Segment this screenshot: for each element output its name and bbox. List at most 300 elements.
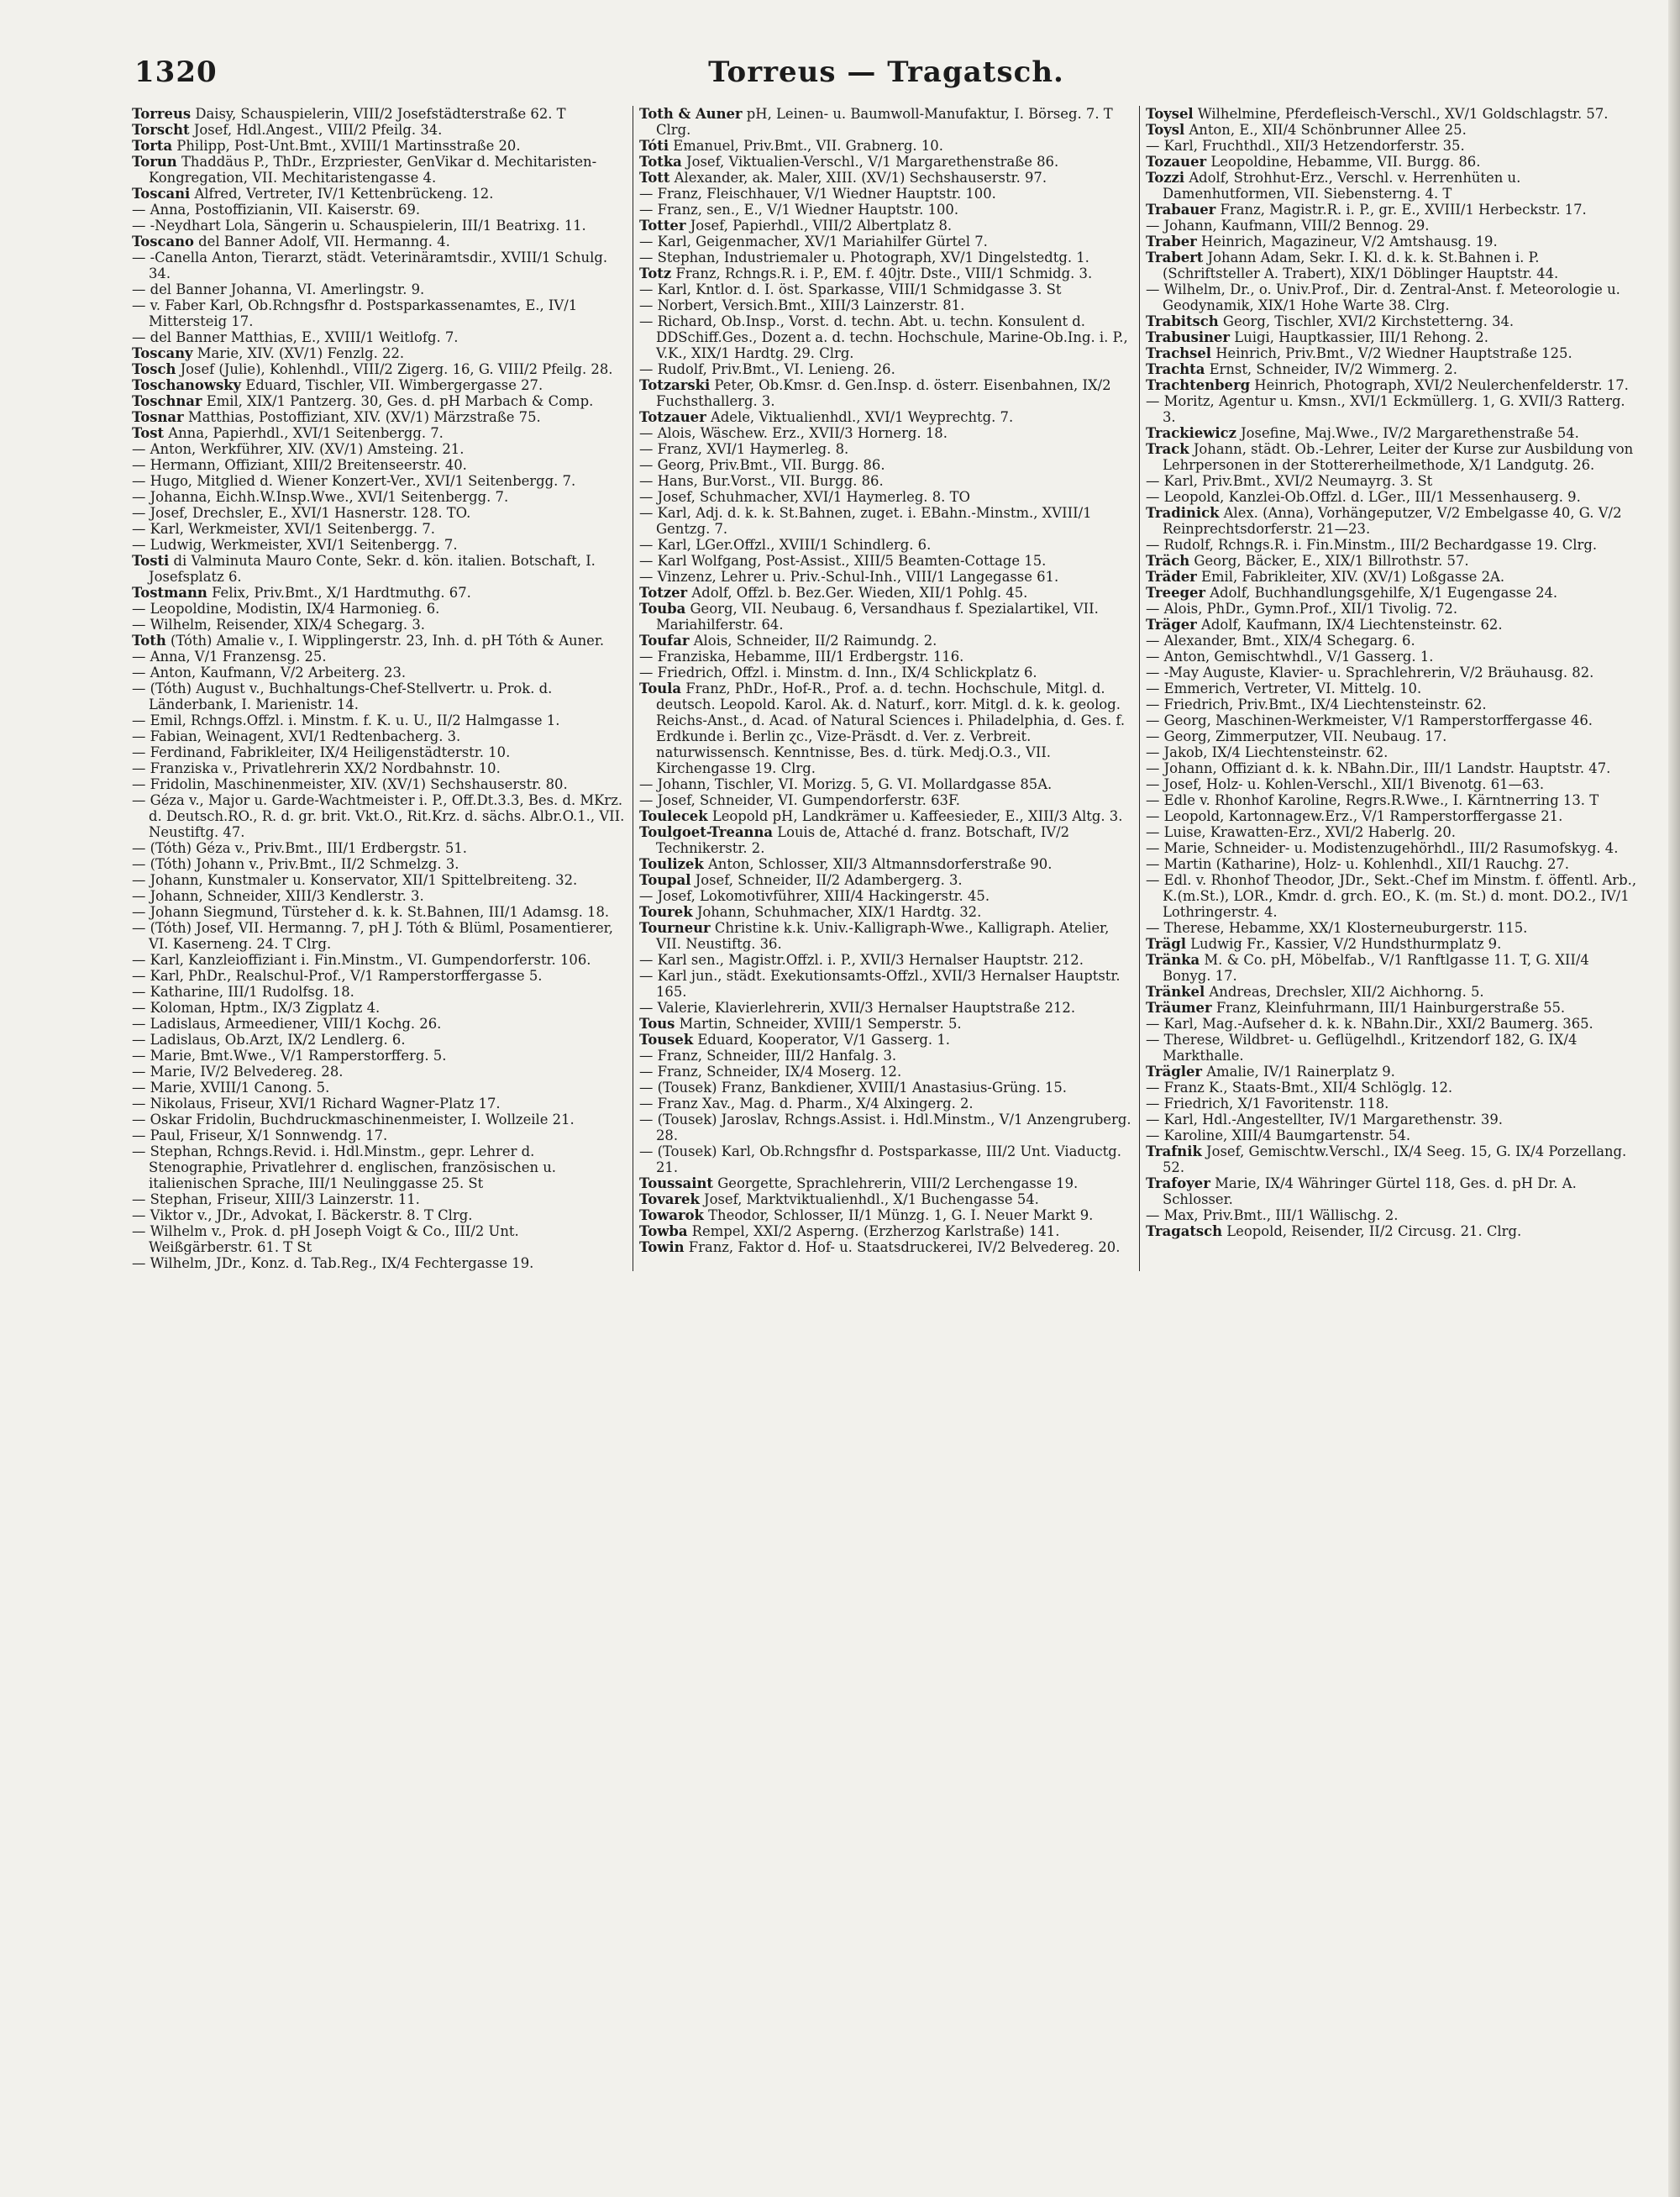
entry-detail: Anton, E., XII/4 Schönbrunner Allee 25. [1189,122,1467,138]
entry-detail: Emanuel, Priv.Bmt., VII. Grabnerg. 10. [673,138,943,154]
directory-entry [1146,1064,1640,1080]
directory-entry [639,968,1133,1000]
directory-entry [639,1143,1133,1175]
directory-entry [639,234,1133,250]
entry-surname: Trachsel [1146,345,1212,361]
entry-detail: Georg, Tischler, XVI/2 Kirchstetterng. 34. [1222,313,1515,329]
directory-entry [132,297,627,329]
directory-entry [1146,681,1640,696]
directory-entry [132,968,627,984]
directory-entry [1146,872,1640,920]
directory-entry [132,1143,627,1191]
directory-entry [1146,696,1640,712]
directory-entry [639,1000,1133,1016]
entry-detail: Anton, Schlosser, XII/3 Altmannsdorferstraße 90. [707,856,1053,872]
entry-surname: Trabauer [1146,202,1216,218]
directory-entry [1146,234,1640,250]
directory-entry [1146,281,1640,313]
directory-entry [132,441,627,457]
entry-detail: — Leopold, Kartonnagew.Erz., V/1 Ramperstorffergasse 21. [1146,808,1563,824]
entry-surname: Toschanowsky [132,377,242,393]
entry-detail: — Franziska v., Privatlehrerin XX/2 Nordbahnstr. 10. [132,760,501,776]
entry-detail: — Franz, sen., E., V/1 Wiedner Hauptstr. 100. [639,202,959,218]
entry-detail: — Marie, XVIII/1 Canong. 5. [132,1080,330,1096]
entry-detail: — Josef, Drechsler, E., XVI/1 Hasnerstr. 128. TO. [132,505,471,521]
directory-entry [132,250,627,281]
entry-detail: — Johann Siegmund, Türsteher d. k. k. St.Bahnen, III/1 Adamsg. 18. [132,904,610,920]
directory-entry [132,760,627,776]
directory-entry [132,473,627,489]
directory-entry [639,313,1133,361]
entry-surname: Tost [132,425,165,441]
entry-detail: — Edl. v. Rhonhof Theodor, JDr., Sekt.-Chef im Minstm. f. öffentl. Arb., K.(m.St.), LOR., Kmdr. d. grch. EO., K. (m. St.) d. mont. DO.2., IV/1 Lothringerstr. 4. [1146,872,1637,920]
directory-entry [639,457,1133,473]
entry-detail: Franz, Kleinfuhrmann, III/1 Hainburgerstraße 55. [1215,1000,1566,1016]
directory-entry [132,1191,627,1207]
entry-detail: — Ladislaus, Ob.Arzt, IX/2 Lendlerg. 6. [132,1032,406,1048]
entry-surname: Tousek [639,1032,694,1048]
directory-entry [639,537,1133,553]
directory-entry [132,1048,627,1064]
directory-entry [639,681,1133,776]
entry-detail: Adele, Viktualienhdl., XVI/1 Weyprechtg. 7. [710,409,1014,425]
directory-entry [1146,122,1640,138]
entry-detail: — Friedrich, X/1 Favoritenstr. 118. [1146,1096,1389,1112]
entry-detail: — Emmerich, Vertreter, VI. Mittelg. 10. [1146,681,1422,696]
entry-detail: — Karl, Adj. d. k. k. St.Bahnen, zuget. i. EBahn.-Minstm., XVIII/1 Gentzg. 7. [639,505,1092,537]
entry-detail: — Wilhelm v., Prok. d. pH Joseph Voigt & Co., III/2 Unt. Weißgärberstr. 61. T St [132,1223,519,1255]
entry-detail: — Johann, Kaufmann, VIII/2 Bennog. 29. [1146,218,1430,234]
entry-detail: — Therese, Hebamme, XX/1 Klosterneuburgerstr. 115. [1146,920,1528,936]
entry-detail: — Stephan, Friseur, XIII/3 Lainzerstr. 11. [132,1191,420,1207]
entry-detail: Leopold, Reisender, II/2 Circusg. 21. Clrg. [1226,1223,1522,1239]
directory-entry [1146,1080,1640,1096]
directory-entry [132,984,627,1000]
directory-entry [639,297,1133,313]
entry-detail: — (Tousek) Franz, Bankdiener, XVIII/1 Anastasius-Grüng. 15. [639,1080,1067,1096]
entry-surname: Totzarski [639,377,711,393]
entry-surname: Trägl [1146,936,1186,952]
entry-detail: — Hermann, Offiziant, XIII/2 Breitenseerstr. 40. [132,457,467,473]
directory-entry [639,1191,1133,1207]
directory-entry [132,1255,627,1271]
directory-entry [132,1032,627,1048]
entry-surname: Track [1146,441,1189,457]
directory-entry [132,1223,627,1255]
directory-entry [132,665,627,681]
entry-surname: Totzauer [639,409,706,425]
entry-detail: — Karl, Fruchthdl., XII/3 Hetzendorferstr. 35. [1146,138,1465,154]
directory-entry [132,329,627,345]
directory-entry [132,1016,627,1032]
entry-detail: — Viktor v., JDr., Advokat, I. Bäckerstr. 8. T Clrg. [132,1207,473,1223]
entry-detail: Johann, städt. Ob.-Lehrer, Leiter der Kurse zur Ausbildung von Lehrpersonen in der Stottererheilmethode, X/1 Landgutg. 26. [1163,441,1634,473]
directory-entry [132,377,627,393]
directory-entry [639,824,1133,856]
entry-detail: Rempel, XXI/2 Asperng. (Erzherzog Karlstraße) 141. [691,1223,1060,1239]
directory-entry [132,840,627,856]
directory-entry [132,633,627,649]
directory-entry [1146,1143,1640,1175]
entry-detail: — Norbert, Versich.Bmt., XIII/3 Lainzerstr. 81. [639,297,965,313]
entry-detail: — Marie, Bmt.Wwe., V/1 Ramperstorfferg. 5. [132,1048,447,1064]
directory-entry [1146,154,1640,170]
directory-entry [1146,984,1640,1000]
entry-surname: Trafoyer [1146,1175,1210,1191]
entry-detail: — Karl Wolfgang, Post-Assist., XIII/5 Beamten-Cottage 15. [639,553,1047,569]
entry-detail: — Karl, Werkmeister, XVI/1 Seitenbergg. 7. [132,521,435,537]
entry-detail: — (Tóth) Josef, VII. Hermanng. 7, pH J. Tóth & Blüml, Posamentierer, VI. Kaserneng. 24. T Clrg. [132,920,613,952]
directory-entry [1146,776,1640,792]
directory-entry [1146,473,1640,489]
entry-detail: — Franz Xav., Mag. d. Pharm., X/4 Alxingerg. 2. [639,1096,974,1112]
directory-entry [132,1000,627,1016]
entry-detail: Heinrich, Magazineur, V/2 Amtshausg. 19. [1201,234,1498,250]
entry-surname: Toysl [1146,122,1185,138]
directory-entry [132,202,627,218]
entry-detail: Franz, Faktor d. Hof- u. Staatsdruckerei, IV/2 Belvedereg. 20. [688,1239,1121,1255]
entry-surname: Toufar [639,633,690,649]
entry-detail: — Georg, Zimmerputzer, VII. Neubaug. 17. [1146,728,1447,744]
entry-detail: — Johann, Kunstmaler u. Konservator, XII/1 Spittelbreiteng. 32. [132,872,578,888]
entry-detail: Georgette, Sprachlehrerin, VIII/2 Lerchengasse 19. [717,1175,1079,1191]
directory-entry [132,1112,627,1127]
directory-entry [132,425,627,441]
entry-detail: — Marie, IV/2 Belvedereg. 28. [132,1064,344,1080]
entry-detail: Emil, XIX/1 Pantzerg. 30, Ges. d. pH Marbach & Comp. [206,393,594,409]
entry-detail: — Hugo, Mitglied d. Wiener Konzert-Ver., XVI/1 Seitenbergg. 7. [132,473,576,489]
running-title: Torreus — Tragatsch. [708,55,1064,89]
entry-detail: — Fridolin, Maschinenmeister, XIV. (XV/1) Sechshauserstr. 80. [132,776,568,792]
entry-detail: Felix, Priv.Bmt., X/1 Hardtmuthg. 67. [212,585,471,601]
directory-entry [1146,808,1640,824]
entry-detail: Louis de, Attaché d. franz. Botschaft, IV/2 Technikerstr. 2. [656,824,1070,856]
entry-detail: — Josef, Schneider, VI. Gumpendorferstr. 63F. [639,792,960,808]
entry-detail: — del Banner Johanna, VI. Amerlingstr. 9. [132,281,425,297]
entry-detail: Daisy, Schauspielerin, VIII/2 Josefstädterstraße 62. T [195,106,566,122]
entry-detail: — Marie, Schneider- u. Modistenzugehörhdl., III/2 Rasumofskyg. 4. [1146,840,1619,856]
entry-detail: del Banner Adolf, VII. Hermanng. 4. [198,234,450,250]
entry-surname: Toscany [132,345,193,361]
entry-detail: Theodor, Schlosser, II/1 Münzg. 1, G. I. Neuer Markt 9. [708,1207,1094,1223]
entry-surname: Toysel [1146,106,1194,122]
entry-surname: Toscano [132,234,194,250]
entry-detail: — Friedrich, Priv.Bmt., IX/4 Liechtensteinstr. 62. [1146,696,1487,712]
entry-detail: — Franz K., Staats-Bmt., XII/4 Schlöglg. 12. [1146,1080,1453,1096]
entry-detail: Adolf, Kaufmann, IX/4 Liechtensteinstr. 62. [1201,617,1503,633]
entry-detail: Josef, Schneider, II/2 Adambergerg. 3. [695,872,963,888]
entry-detail: — Franz, Fleischhauer, V/1 Wiedner Hauptstr. 100. [639,186,996,202]
entry-detail: Luigi, Hauptkassier, III/1 Rehong. 2. [1234,329,1488,345]
entry-detail: — Ladislaus, Armeediener, VIII/1 Kochg. 26. [132,1016,442,1032]
entry-detail: M. & Co. pH, Möbelfab., V/1 Ranftlgasse 11. T, G. XII/4 Bonyg. 17. [1163,952,1589,984]
directory-entry [639,856,1133,872]
entry-detail: — Leopold, Kanzlei-Ob.Offzl. d. LGer., III/1 Messenhauserg. 9. [1146,489,1581,505]
entry-detail: Josef, Marktviktualienhdl., X/1 Buchengasse 54. [704,1191,1039,1207]
entry-detail: — -Canella Anton, Tierarzt, städt. Veterinäramtsdir., XVIII/1 Schulg. 34. [132,250,608,281]
entry-detail: — Stephan, Rchngs.Revid. i. Hdl.Minstm., gepr. Lehrer d. Stenographie, Privatlehrer d. englischen, französischen u. italienischen Sprache, III/1 Neulinggasse 25. St [132,1143,556,1191]
entry-detail: — Anna, V/1 Franzensg. 25. [132,649,327,665]
directory-entry [639,441,1133,457]
directory-entry [132,122,627,138]
column-2 [633,106,1139,1271]
directory-entry [132,792,627,840]
entry-detail: Adolf, Offzl. b. Bez.Ger. Wieden, XII/1 Pohlg. 45. [691,585,1028,601]
entry-detail: — Karl, Hdl.-Angestellter, IV/1 Margarethenstr. 39. [1146,1112,1503,1127]
directory-entry [132,218,627,234]
entry-detail: — Alois, PhDr., Gymn.Prof., XII/1 Tivolig. 72. [1146,601,1458,617]
directory-entry [639,505,1133,537]
entry-detail: — Anna, Postoffizianin, VII. Kaiserstr. 69. [132,202,421,218]
entry-detail: — Edle v. Rhonhof Karoline, Regrs.R.Wwe., I. Kärntnerring 13. T [1146,792,1599,808]
directory-entry [639,170,1133,186]
directory-entry [1146,1175,1640,1207]
directory-entry [639,409,1133,425]
entry-detail: — Josef, Holz- u. Kohlen-Verschl., XII/1 Bivenotg. 61—63. [1146,776,1545,792]
entry-detail: — (Tóth) Johann v., Priv.Bmt., II/2 Schmelzg. 3. [132,856,459,872]
entry-detail: Anna, Papierhdl., XVI/1 Seitenbergg. 7. [168,425,444,441]
entry-detail: Josef (Julie), Kohlenhdl., VIII/2 Zigerg. 16, G. VIII/2 Pfeilg. 28. [180,361,613,377]
entry-detail: (Tóth) Amalie v., I. Wipplingerstr. 23, Inh. d. pH Tóth & Auner. [170,633,605,649]
entry-surname: Totzer [639,585,688,601]
entry-detail: Leopoldine, Hebamme, VII. Burgg. 86. [1210,154,1481,170]
directory-entry [1146,1000,1640,1016]
directory-entry [132,920,627,952]
directory-entry [132,728,627,744]
entry-surname: Toth [132,633,166,649]
entry-detail: Johann Adam, Sekr. I. Kl. d. k. k. St.Bahnen i. P. (Schriftsteller A. Trabert), XIX/1 Döblinger Hauptstr. 44. [1163,250,1559,281]
entry-detail: Alois, Schneider, II/2 Raimundg. 2. [693,633,937,649]
directory-entry [1146,345,1640,361]
directory-entry [132,409,627,425]
entry-detail: Heinrich, Photograph, XVI/2 Neulerchenfelderstr. 17. [1254,377,1629,393]
entry-surname: Tott [639,170,670,186]
entry-detail: — Géza v., Major u. Garde-Wachtmeister i. P., Off.Dt.3.3, Bes. d. MKrz. d. Deutsch.RO., R. d. gr. brit. Vkt.O., Rit.Krz. d. sächs. Albr.O.1., VII. Neustiftg. 47. [132,792,625,840]
directory-entry [639,154,1133,170]
directory-entry [1146,329,1640,345]
entry-surname: Trackiewicz [1146,425,1236,441]
entry-detail: Ernst, Schneider, IV/2 Wimmerg. 2. [1209,361,1457,377]
entry-surname: Trabusiner [1146,329,1231,345]
directory-entry [132,106,627,122]
directory-entry [1146,952,1640,984]
directory-entry [639,377,1133,409]
page-header [126,50,1646,94]
entry-detail: Josef, Viktualien-Verschl., V/1 Margarethenstraße 86. [686,154,1059,170]
directory-entry [1146,393,1640,425]
entry-detail: — (Tousek) Jaroslav, Rchngs.Assist. i. Hdl.Minstm., V/1 Anzengruberg. 28. [639,1112,1131,1143]
entry-surname: Toulecek [639,808,708,824]
directory-entry [639,425,1133,441]
directory-entry [132,553,627,585]
directory-entry [1146,1207,1640,1223]
directory-entry [132,186,627,202]
entry-detail: — Oskar Fridolin, Buchdruckmaschinenmeister, I. Wollzeile 21. [132,1112,575,1127]
directory-entry [639,649,1133,665]
entry-detail: pH, Leinen- u. Baumwoll-Manufaktur, I. Börseg. 7. T Clrg. [656,106,1113,138]
entry-detail: — Johann, Offiziant d. k. k. NBahn.Dir., III/1 Landstr. Hauptstr. 47. [1146,760,1611,776]
entry-surname: Totter [639,218,686,234]
directory-entry [639,1048,1133,1064]
directory-entry [639,1032,1133,1048]
column-3 [1139,106,1646,1271]
entry-detail: — Franz, Schneider, IX/4 Moserg. 12. [639,1064,902,1080]
entry-detail: Alex. (Anna), Vorhängeputzer, V/2 Embelgasse 40, G. V/2 Reinprechtsdorferstr. 21—23. [1163,505,1622,537]
entry-detail: — Moritz, Agentur u. Kmsn., XVI/1 Eckmüllerg. 1, G. XVII/3 Ratterg. 3. [1146,393,1625,425]
entry-detail: Adolf, Buchhandlungsgehilfe, X/1 Eugengasse 24. [1210,585,1558,601]
entry-detail: — Alois, Wäschew. Erz., XVII/3 Hornerg. 18. [639,425,948,441]
entry-surname: Towarok [639,1207,704,1223]
directory-columns [126,106,1646,1271]
entry-surname: Toupal [639,872,691,888]
entry-detail: — Anton, Werkführer, XIV. (XV/1) Amsteing. 21. [132,441,465,457]
directory-entry [1146,170,1640,202]
entry-detail: — Anton, Kaufmann, V/2 Arbeiterg. 23. [132,665,407,681]
entry-surname: Tosch [132,361,176,377]
entry-surname: Trägler [1146,1064,1203,1080]
entry-surname: Toulizek [639,856,704,872]
directory-entry [132,345,627,361]
directory-entry [132,1207,627,1223]
entry-detail: Alexander, ak. Maler, XIII. (XV/1) Sechshauserstr. 97. [674,170,1047,186]
directory-entry [1146,1096,1640,1112]
entry-surname: Touba [639,601,686,617]
directory-entry [639,776,1133,792]
directory-entry [1146,1032,1640,1064]
entry-surname: Towba [639,1223,688,1239]
entry-detail: — Josef, Lokomotivführer, XIII/4 Hackingerstr. 45. [639,888,990,904]
directory-entry [639,601,1133,633]
entry-surname: Torscht [132,122,190,138]
directory-entry [1146,712,1640,728]
entry-detail: — Karl, PhDr., Realschul-Prof., V/1 Ramperstorffergasse 5. [132,968,543,984]
entry-surname: Totka [639,154,682,170]
entry-surname: Trafnik [1146,1143,1202,1159]
entry-detail: — v. Faber Karl, Ob.Rchngsfhr d. Postsparkassenamtes, E., IV/1 Mittersteig 17. [132,297,578,329]
directory-entry [1146,537,1640,553]
directory-entry [1146,1016,1640,1032]
directory-entry [132,505,627,521]
directory-entry [639,808,1133,824]
entry-detail: — Karl, Priv.Bmt., XVI/2 Neumayrg. 3. St [1146,473,1433,489]
directory-entry [1146,441,1640,473]
directory-entry [1146,760,1640,776]
entry-detail: di Valminuta Mauro Conte, Sekr. d. kön. italien. Botschaft, I. Josefsplatz 6. [149,553,596,585]
directory-entry [639,250,1133,265]
directory-entry [1146,313,1640,329]
directory-entry [639,138,1133,154]
directory-entry [132,457,627,473]
entry-detail: Wilhelmine, Pferdefleisch-Verschl., XV/1 Goldschlagstr. 57. [1197,106,1609,122]
entry-surname: Tozauer [1146,154,1207,170]
directory-entry [132,489,627,505]
entry-detail: — Wilhelm, JDr., Konz. d. Tab.Reg., IX/4 Fechtergasse 19. [132,1255,534,1271]
entry-detail: — Leopoldine, Modistin, IX/4 Harmonieg. 6. [132,601,440,617]
entry-detail: Andreas, Drechsler, XII/2 Aichhorng. 5. [1209,984,1484,1000]
entry-detail: — -May Auguste, Klavier- u. Sprachlehrerin, V/2 Bräuhausg. 82. [1146,665,1594,681]
entry-surname: Toussaint [639,1175,713,1191]
entry-detail: — -Neydhart Lola, Sängerin u. Schauspielerin, III/1 Beatrixg. 11. [132,218,586,234]
entry-surname: Totz [639,265,672,281]
entry-detail: — Karl, Kntlor. d. I. öst. Sparkasse, VIII/1 Schmidgasse 3. St [639,281,1062,297]
entry-detail: — Stephan, Industriemaler u. Photograph, XV/1 Dingelstedtg. 1. [639,250,1089,265]
directory-entry [132,393,627,409]
entry-detail: Eduard, Kooperator, V/1 Gasserg. 1. [697,1032,950,1048]
directory-entry [1146,489,1640,505]
entry-detail: — Wilhelm, Dr., o. Univ.Prof., Dir. d. Zentral-Anst. f. Meteorologie u. Geodynamik, XIX/1 Hohe Warte 38. Clrg. [1146,281,1620,313]
entry-detail: — del Banner Matthias, E., XVIII/1 Weitlofg. 7. [132,329,459,345]
directory-entry [132,585,627,601]
entry-detail: Franz, PhDr., Hof-R., Prof. a. d. techn. Hochschule, Mitgl. d. deutsch. Leopold. Karol. Ak. d. Naturf., korr. Mitgl. d. k. k. geolog. Reichs-Anst., d. Acad. of Natural Sciences i. Philadelphia, d. Ges. f. Erdkunde i. Berlin ɀc., Vize-Präsdt. d. Ver. z. Verbreit. naturwissensch. Kenntnisse, Bes. d. türk. Medj.O.3., VII. Kirchengasse 19. Clrg. [656,681,1126,776]
entry-surname: Traber [1146,234,1197,250]
directory-entry [132,1080,627,1096]
entry-surname: Tourneur [639,920,711,936]
entry-detail: Josef, Hdl.Angest., VIII/2 Pfeilg. 34. [193,122,443,138]
entry-detail: Matthias, Postoffiziant, XIV. (XV/1) Märzstraße 75. [187,409,541,425]
entry-detail: — (Tóth) August v., Buchhaltungs-Chef-Stellvertr. u. Prok. d. Länderbank, I. Marienistr. 14. [132,681,553,712]
directory-entry [639,281,1133,297]
directory-entry [639,920,1133,952]
directory-entry [132,601,627,617]
entry-detail: — Franz, Schneider, III/2 Hanfalg. 3. [639,1048,897,1064]
entry-surname: Torun [132,154,177,170]
directory-entry [639,904,1133,920]
entry-surname: Trabert [1146,250,1204,265]
directory-entry [1146,361,1640,377]
directory-entry [1146,505,1640,537]
directory-entry [132,872,627,888]
entry-detail: — Rudolf, Rchngs.R. i. Fin.Minstm., III/2 Bechardgasse 19. Clrg. [1146,537,1598,553]
entry-detail: — (Tóth) Géza v., Priv.Bmt., III/1 Erdbergstr. 51. [132,840,467,856]
entry-detail: Franz, Rchngs.R. i. P., EM. f. 40jtr. Dste., VIII/1 Schmidg. 3. [675,265,1093,281]
directory-entry [639,872,1133,888]
entry-detail: Marie, IX/4 Währinger Gürtel 118, Ges. d. pH Dr. A. Schlosser. [1163,1175,1577,1207]
entry-detail: — Jakob, IX/4 Liechtensteinstr. 62. [1146,744,1389,760]
directory-entry [132,361,627,377]
directory-entry [132,888,627,904]
directory-entry [132,952,627,968]
entry-surname: Tradinick [1146,505,1220,521]
entry-detail: Philipp, Post-Unt.Bmt., XVIII/1 Martinsstraße 20. [176,138,521,154]
entry-surname: Tozzi [1146,170,1185,186]
directory-entry [132,649,627,665]
entry-surname: Toth & Auner [639,106,743,122]
entry-detail: Johann, Schuhmacher, XIX/1 Hardtg. 32. [696,904,982,920]
directory-entry [639,489,1133,505]
column-1 [126,106,633,1271]
entry-detail: — Martin (Katharine), Holz- u. Kohlenhdl., XII/1 Rauchg. 27. [1146,856,1570,872]
entry-detail: — Karl, Kanzleioffiziant i. Fin.Minstm., VI. Gumpendorferstr. 106. [132,952,591,968]
directory-entry [639,1080,1133,1096]
entry-detail: — Luise, Krawatten-Erz., XVI/2 Haberlg. 20. [1146,824,1456,840]
directory-entry [1146,601,1640,617]
directory-entry [1146,250,1640,281]
directory-entry [639,1175,1133,1191]
entry-detail: — Josef, Schuhmacher, XVI/1 Haymerleg. 8. TO [639,489,970,505]
entry-detail: — Karl, Mag.-Aufseher d. k. k. NBahn.Dir., XXI/2 Baumerg. 365. [1146,1016,1593,1032]
directory-entry [1146,936,1640,952]
directory-entry [132,776,627,792]
directory-entry [639,792,1133,808]
entry-detail: — Max, Priv.Bmt., III/1 Wällischg. 2. [1146,1207,1399,1223]
entry-detail: — Karl jun., städt. Exekutionsamts-Offzl., XVII/3 Hernalser Hauptstr. 165. [639,968,1121,1000]
directory-entry [1146,553,1640,569]
directory-entry [1146,425,1640,441]
entry-surname: Tränka [1146,952,1200,968]
directory-entry [1146,585,1640,601]
entry-surname: Tragatsch [1146,1223,1223,1239]
entry-detail: — Alexander, Bmt., XIX/4 Schegarg. 6. [1146,633,1415,649]
